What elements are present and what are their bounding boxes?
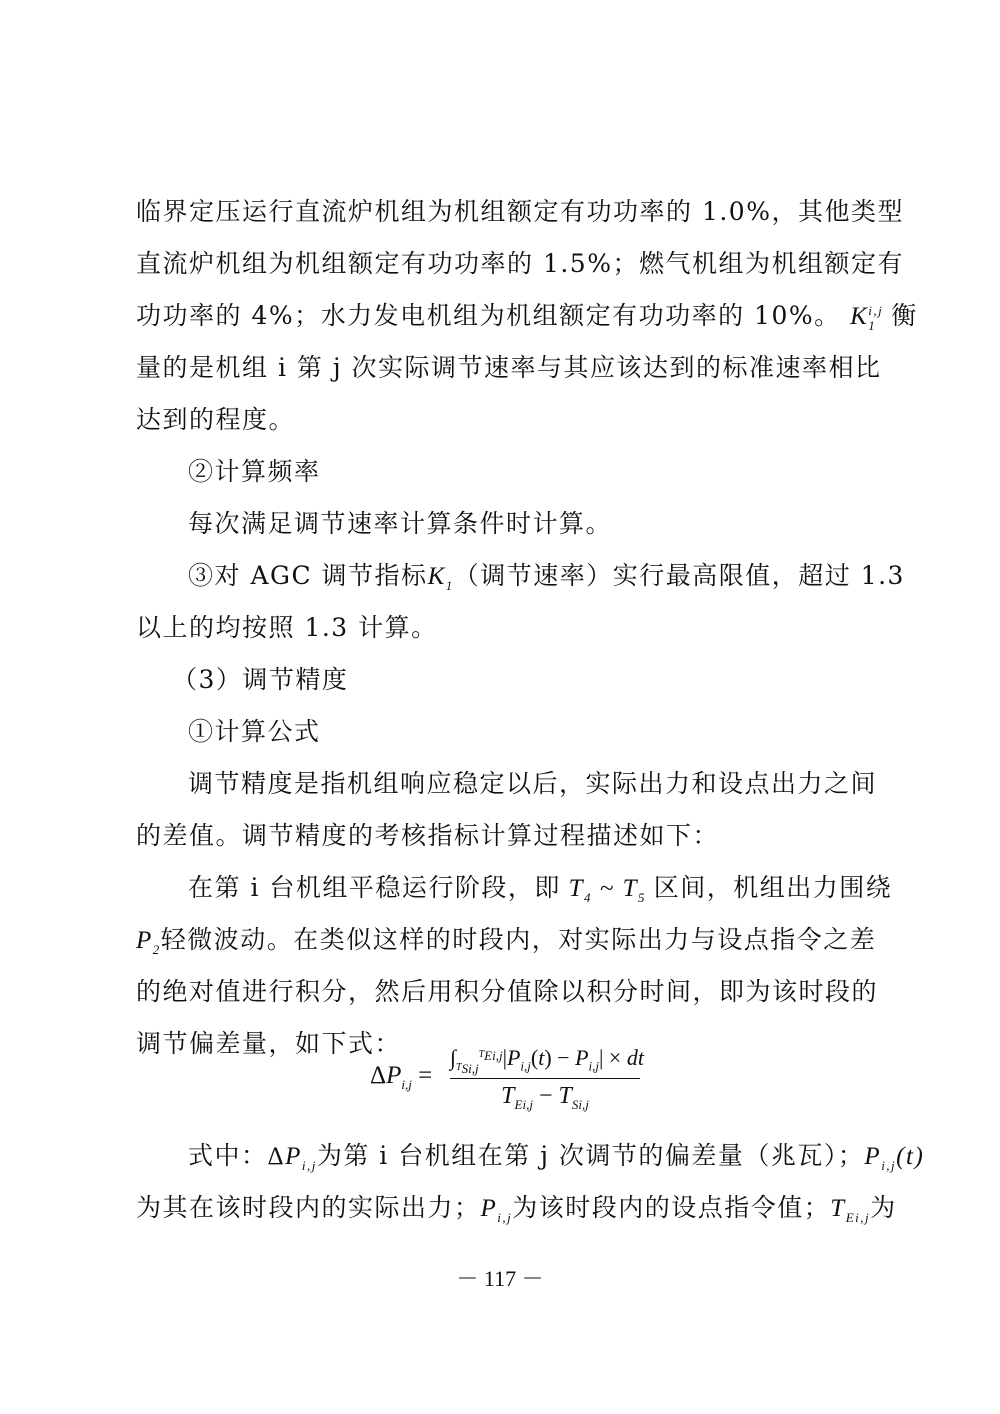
p-ij-symbol: $P_{i,j}$	[480, 1195, 513, 1225]
text-line-17: 调节偏差量，如下式：	[136, 1029, 402, 1058]
text-line-8-b: （调节速率）实行最高限值，超过 1.3	[453, 561, 905, 590]
t-ei-symbol: $T_{Ei,j}$	[830, 1195, 871, 1225]
fraction-bar	[450, 1078, 640, 1079]
text-line-8	[188, 550, 905, 602]
text-line-2: 直流炉机组为机组额定有功功率的 1.5%；燃气机组为机组额定有	[136, 249, 904, 278]
heading-calc-formula: ①计算公式	[188, 717, 321, 746]
text-line-5: 达到的程度。	[136, 405, 296, 434]
text-line-4: 量的是机组 i 第 j 次实际调节速率与其应该达到的标准速率相比	[136, 353, 882, 382]
text-line-12: 调节精度是指机组响应稳定以后，实际出力和设点出力之间	[188, 769, 878, 798]
text-line-13: 的差值。调节精度的考核指标计算过程描述如下：	[136, 821, 720, 850]
text-line-7: 每次满足调节速率计算条件时计算。	[188, 509, 613, 538]
text-line-18-b: 为第 i 台机组在第 j 次调节的偏差量（兆瓦）；	[316, 1141, 865, 1170]
text-line-19-b: 为该时段内的设点指令值；	[512, 1193, 831, 1222]
text-line-14-a: 在第 i 台机组平稳运行阶段，即	[188, 873, 561, 902]
text-line-3	[136, 290, 918, 342]
text-line-15-body: 轻微波动。在类似这样的时段内，对实际出力与设点指令之差	[160, 925, 877, 954]
text-line-1: 临界定压运行直流炉机组为机组额定有功功率的 1.0%，其他类型	[136, 197, 904, 226]
text-line-19-c: 为	[870, 1193, 897, 1222]
text-line-16: 的绝对值进行积分，然后用积分值除以积分时间，即为该时段的	[136, 977, 879, 1006]
text-line-14-b: 区间，机组出力围绕	[653, 873, 893, 902]
p-t-symbol: $P_{i,j}(t)$	[864, 1143, 925, 1173]
formula-fraction	[450, 1038, 644, 1112]
text-line-15	[136, 914, 876, 966]
t4-t5-interval: $T_4$ ~ $T_5$	[560, 875, 646, 905]
text-line-3-tail: 衡	[891, 301, 918, 330]
text-line-19-a: 为其在该时段内的实际出力；	[136, 1193, 481, 1222]
text-line-14	[188, 862, 893, 914]
k1-symbol: $K_1^{i,j}$	[850, 302, 884, 333]
heading-calc-frequency: ②计算频率	[188, 457, 321, 486]
text-line-8-a: ③对 AGC 调节指标	[188, 561, 428, 590]
text-line-18-a: 式中：	[188, 1141, 268, 1170]
formula-denominator: $T_{Ei,j} - T_{Si,j}$	[501, 1083, 589, 1112]
deviation-formula	[370, 1038, 670, 1118]
formula-numerator: $\int_{T_{Si,j}}^{T_{Ei,j}}|P_{i,j}(t) - P_{i,j}|$ × dt	[450, 1045, 644, 1077]
page-number: － 117 －	[456, 1266, 544, 1291]
formula-lhs: $\Delta P_{i,j}$ =	[370, 1062, 433, 1092]
text-line-18	[188, 1130, 925, 1182]
k1-index-symbol: $K_1$	[427, 563, 454, 593]
text-line-9: 以上的均按照 1.3 计算。	[136, 613, 438, 642]
heading-adjust-precision: （3）调节精度	[172, 665, 349, 694]
delta-p-symbol: $\Delta P_{i,j}$	[267, 1143, 317, 1173]
text-line-3-body: 功功率的 4%；水力发电机组为机组额定有功功率的 10%。	[136, 301, 841, 330]
p2-symbol: $P_2$	[136, 927, 161, 957]
text-line-19	[136, 1182, 897, 1234]
